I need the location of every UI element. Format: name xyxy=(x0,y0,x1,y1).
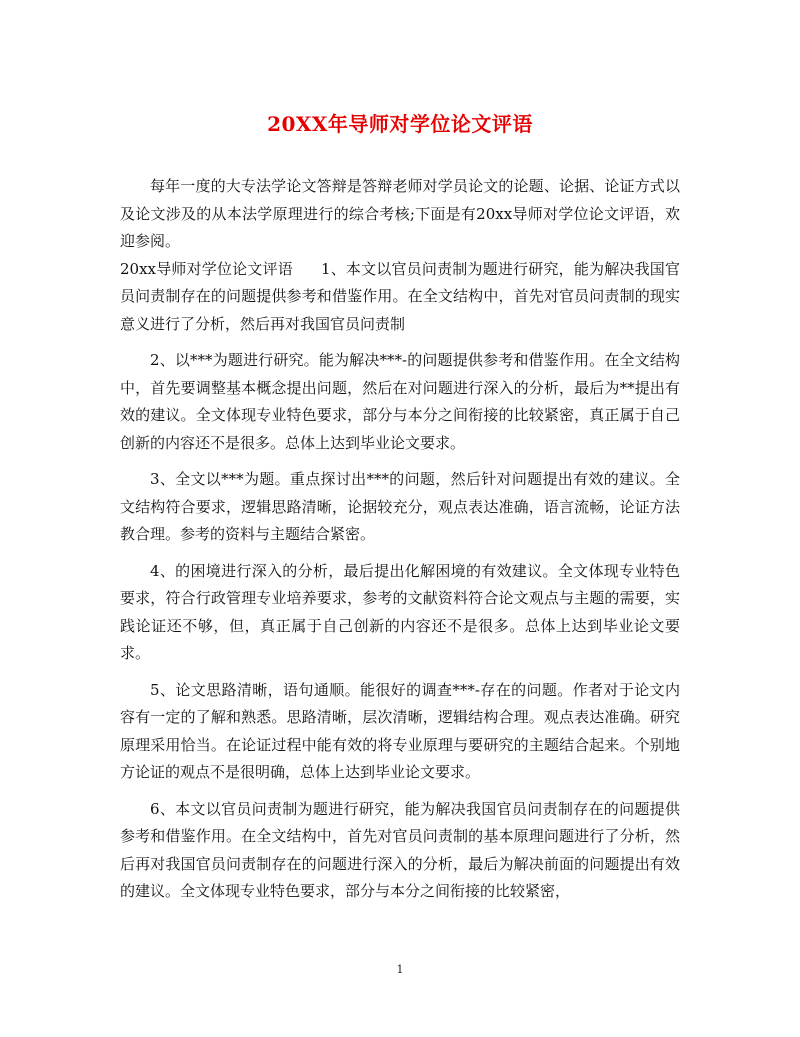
intro-paragraph: 每年一度的大专法学论文答辩是答辩老师对学员论文的论题、论据、论证方式以及论文涉及的从本法学原理进行的综合考核;下面是有20xx导师对学位论文评语，欢迎参阅。 xyxy=(120,177,680,250)
comment-paragraph-3: 3、全文以***为题。重点探讨出***的问题，然后针对问题提出有效的建议。全文结构符合要求，逻辑思路清晰，论据较充分，观点表达准确，语言流畅，论证方法教合理。参考的资料与主题结合紧密。 xyxy=(120,470,680,543)
page-number: 1 xyxy=(396,963,404,976)
section-heading: 20xx导师对学位论文评语 xyxy=(120,259,293,278)
comment-1-text: 1、本文以官员问责制为题进行研究，能为解决我国官员问责制存在的问题提供参考和借鉴作用。在全文结构中，首先对官员问责制的现实意义进行了分析，然后再对我国官员问责制 xyxy=(120,259,681,333)
document-body xyxy=(120,173,680,906)
comment-paragraph-2: 2、以***为题进行研究。能为解决***-的问题提供参考和借鉴作用。在全文结构中，首先要调整基本概念提出问题，然后在对问题进行深入的分析，最后为**提出有效的建议。全文体现专业特色要求，部分与本分之间衔接的比较紧密，真正属于自己创新的内容还不是很多。总体上达到毕业论文要求。 xyxy=(120,351,680,452)
document-title: 20XX年导师对学位论文评语 xyxy=(267,112,533,136)
comment-paragraph-1 xyxy=(120,256,680,339)
comment-paragraph-5: 5、论文思路清晰，语句通顺。能很好的调查***-存在的问题。作者对于论文内容有一定的了解和熟悉。思路清晰，层次清晰，逻辑结构合理。观点表达准确。研究原理采用恰当。在论证过程中能有效的将专业原理与要研究的主题结合起来。个别地方论证的观点不是很明确，总体上达到毕业论文要求。 xyxy=(120,680,680,781)
comment-paragraph-4: 4、的困境进行深入的分析，最后提出化解困境的有效建议。全文体现专业特色要求，符合行政管理专业培养要求，参考的文献资料符合论文观点与主题的需要，实践论证还不够，但，真正属于自己创新的内容还不是很多。总体上达到毕业论文要求。 xyxy=(120,561,680,662)
comment-paragraph-6: 6、本文以官员问责制为题进行研究，能为解决我国官员问责制存在的问题提供参考和借鉴作用。在全文结构中，首先对官员问责制的基本原理问题进行了分析，然后再对我国官员问责制存在的问题进行深入的分析，最后为解决前面的问题提出有效的建议。全文体现专业特色要求，部分与本分之间衔接的比较紧密， xyxy=(120,799,680,900)
